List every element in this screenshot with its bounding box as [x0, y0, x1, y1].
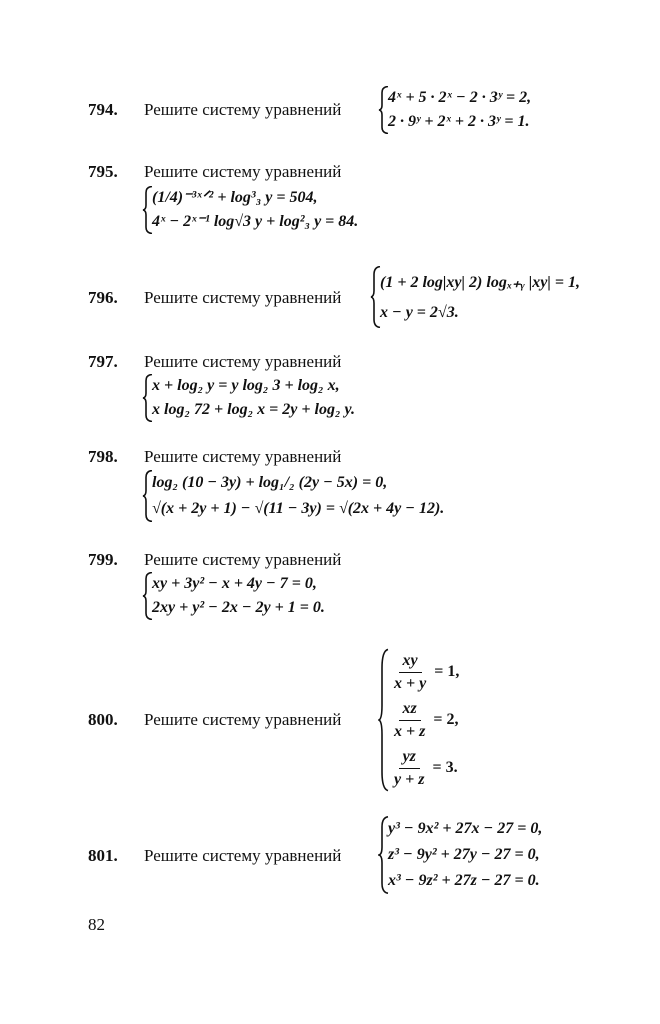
equation-system	[370, 266, 580, 328]
numerator: yz	[399, 748, 420, 769]
page-number: 82	[88, 915, 105, 934]
problem-number: 798.	[88, 447, 118, 466]
right-hand-side: = 2,	[433, 711, 459, 728]
fraction-equation	[390, 744, 459, 792]
problem-number: 796.	[88, 288, 118, 307]
problem-label: Решите систему уравнений	[144, 846, 342, 865]
equation: y³ − 9x² + 27x − 27 = 0,	[388, 820, 543, 837]
fraction-equation	[390, 648, 459, 696]
denominator: x + y	[394, 674, 427, 692]
equation: 4ˣ + 5 · 2ˣ − 2 · 3ʸ = 2,	[388, 89, 532, 106]
right-hand-side: = 1,	[434, 663, 460, 680]
numerator: xy	[399, 652, 422, 673]
equation: x − y = 2√3.	[380, 304, 459, 321]
fraction	[390, 748, 428, 789]
problem-number: 800.	[88, 710, 118, 729]
equation-system	[378, 648, 459, 792]
brace-icon	[142, 572, 154, 620]
brace-icon	[142, 470, 154, 522]
equation-system	[142, 374, 355, 422]
problem-label: Решите систему уравнений	[144, 162, 342, 181]
brace-icon	[378, 648, 390, 792]
equation: x³ − 9z² + 27z − 27 = 0.	[388, 872, 540, 889]
denominator: y + z	[394, 770, 425, 788]
equation-system	[378, 816, 542, 894]
fraction	[390, 700, 429, 741]
problem-label: Решите систему уравнений	[144, 447, 342, 466]
problem-label: Решите систему уравнений	[144, 352, 342, 371]
problem-number: 794.	[88, 100, 118, 119]
equation-system	[378, 86, 531, 134]
brace-icon	[142, 186, 154, 234]
equation: z³ − 9y² + 27y − 27 = 0,	[388, 846, 540, 863]
problem-label: Решите систему уравнений	[144, 100, 342, 119]
equation-system	[142, 470, 444, 522]
equation: log₂ (10 − 3y) + log₁/₂ (2y − 5x) = 0,	[152, 474, 388, 491]
problem-number: 797.	[88, 352, 118, 371]
problem-label: Решите систему уравнений	[144, 550, 342, 569]
brace-icon	[142, 374, 154, 422]
numerator: xz	[399, 700, 421, 721]
brace-icon	[370, 266, 382, 328]
equation-system	[142, 186, 358, 234]
brace-icon	[378, 816, 390, 894]
problem-label: Решите систему уравнений	[144, 288, 342, 307]
problem-number: 799.	[88, 550, 118, 569]
equation: (1/4)⁻³ˣᐟ² + log³₃ y = 504,	[152, 189, 318, 206]
equation: 4ˣ − 2ˣ⁻¹ log√3 y + log²₃ y = 84.	[152, 213, 359, 230]
fraction	[390, 652, 430, 693]
denominator: x + z	[394, 722, 426, 740]
equation: √(x + 2y + 1) − √(11 − 3y) = √(2x + 4y − 12).	[152, 500, 445, 517]
equation: 2xy + y² − 2x − 2y + 1 = 0.	[152, 599, 325, 616]
equation: x + log₂ y = y log₂ 3 + log₂ x,	[152, 377, 340, 394]
equation: xy + 3y² − x + 4y − 7 = 0,	[152, 575, 317, 592]
equation: 2 · 9ʸ + 2ˣ + 2 · 3ʸ = 1.	[388, 113, 530, 130]
equation: (1 + 2 log|xy| 2) logₓ₊ᵧ |xy| = 1,	[380, 274, 580, 291]
brace-icon	[378, 86, 390, 134]
right-hand-side: = 3.	[432, 759, 458, 776]
equation: x log₂ 72 + log₂ x = 2y + log₂ y.	[152, 401, 356, 418]
problem-number: 801.	[88, 846, 118, 865]
problem-label: Решите систему уравнений	[144, 710, 342, 729]
equation-system	[142, 572, 325, 620]
fraction-equation	[390, 696, 459, 744]
problem-number: 795.	[88, 162, 118, 181]
